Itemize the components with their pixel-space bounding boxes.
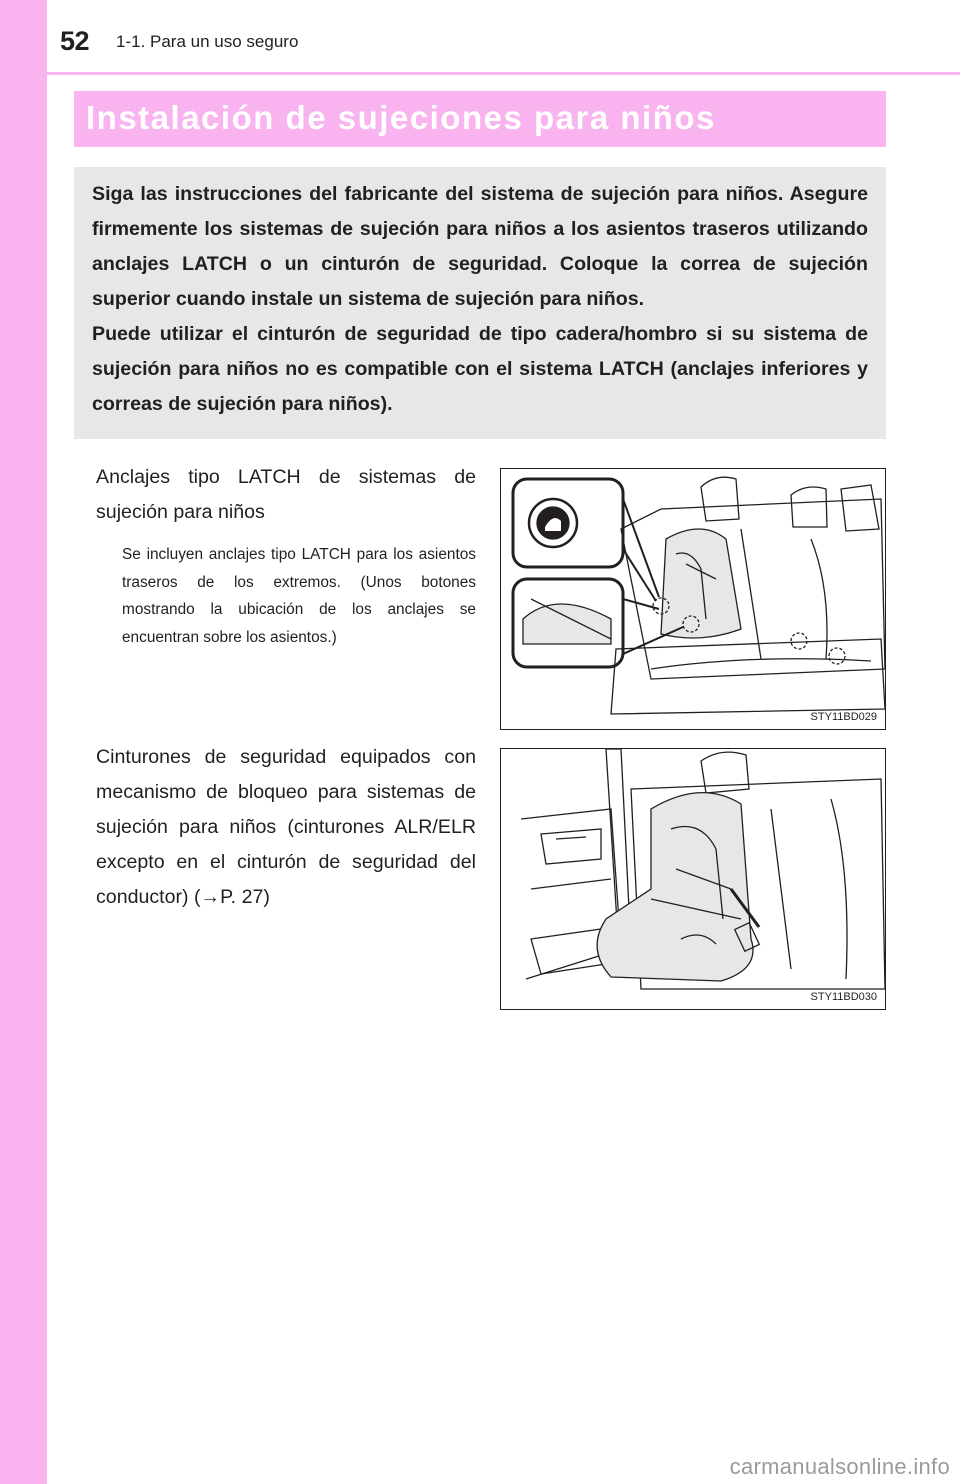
figure-seatbelt-lock	[500, 748, 886, 1010]
intro-box	[74, 167, 886, 439]
intro-paragraph-1: Siga las instrucciones del fabricante del sistema de sujeción para niños. Asegure firmemente los sistemas de sujeción para niños a los asientos traseros utilizando anclajes LATCH o un cinturón de seguridad. Coloque la correa de sujeción superior cuando instale un sistema de sujeción para niños.	[92, 183, 868, 310]
page-number: 52	[60, 26, 90, 56]
figure-latch-anchors	[500, 468, 886, 730]
running-head: 1-1. Para un uso seguro	[116, 32, 299, 51]
item-latch	[96, 460, 476, 651]
figure-seatbelt-code: STY11BD030	[810, 991, 877, 1003]
figure-latch-code: STY11BD029	[810, 711, 877, 723]
section-title: Instalación de sujeciones para niños	[86, 99, 716, 136]
header-rule	[47, 72, 960, 75]
watermark: carmanualsonline.info	[729, 1454, 950, 1479]
item-alr-elr-heading: Cinturones de seguridad equipados con mecanismo de bloqueo para sistemas de sujeción para niños (cinturones ALR/ELR excepto en el cinturón de seguridad del conductor) (→P. 27)	[96, 746, 476, 908]
intro-paragraph-2: Puede utilizar el cinturón de seguridad de tipo cadera/hombro si su sistema de sujeción para niños no es compatible con el sistema LATCH (anclajes inferiores y correas de sujeción para niños).	[92, 323, 868, 415]
section-title-bar	[74, 91, 886, 147]
item-alr-elr	[96, 740, 476, 915]
seatbelt-child-seat-illustration	[501, 749, 886, 1010]
side-color-strip	[0, 0, 47, 1484]
item-latch-description: Se incluyen anclajes tipo LATCH para los asientos traseros de los extremos. (Unos botones mostrando la ubicación de los anclajes se encuentran sobre los asientos.)	[122, 546, 476, 646]
latch-seat-illustration	[501, 469, 886, 730]
item-latch-heading: Anclajes tipo LATCH de sistemas de sujeción para niños	[96, 466, 476, 523]
